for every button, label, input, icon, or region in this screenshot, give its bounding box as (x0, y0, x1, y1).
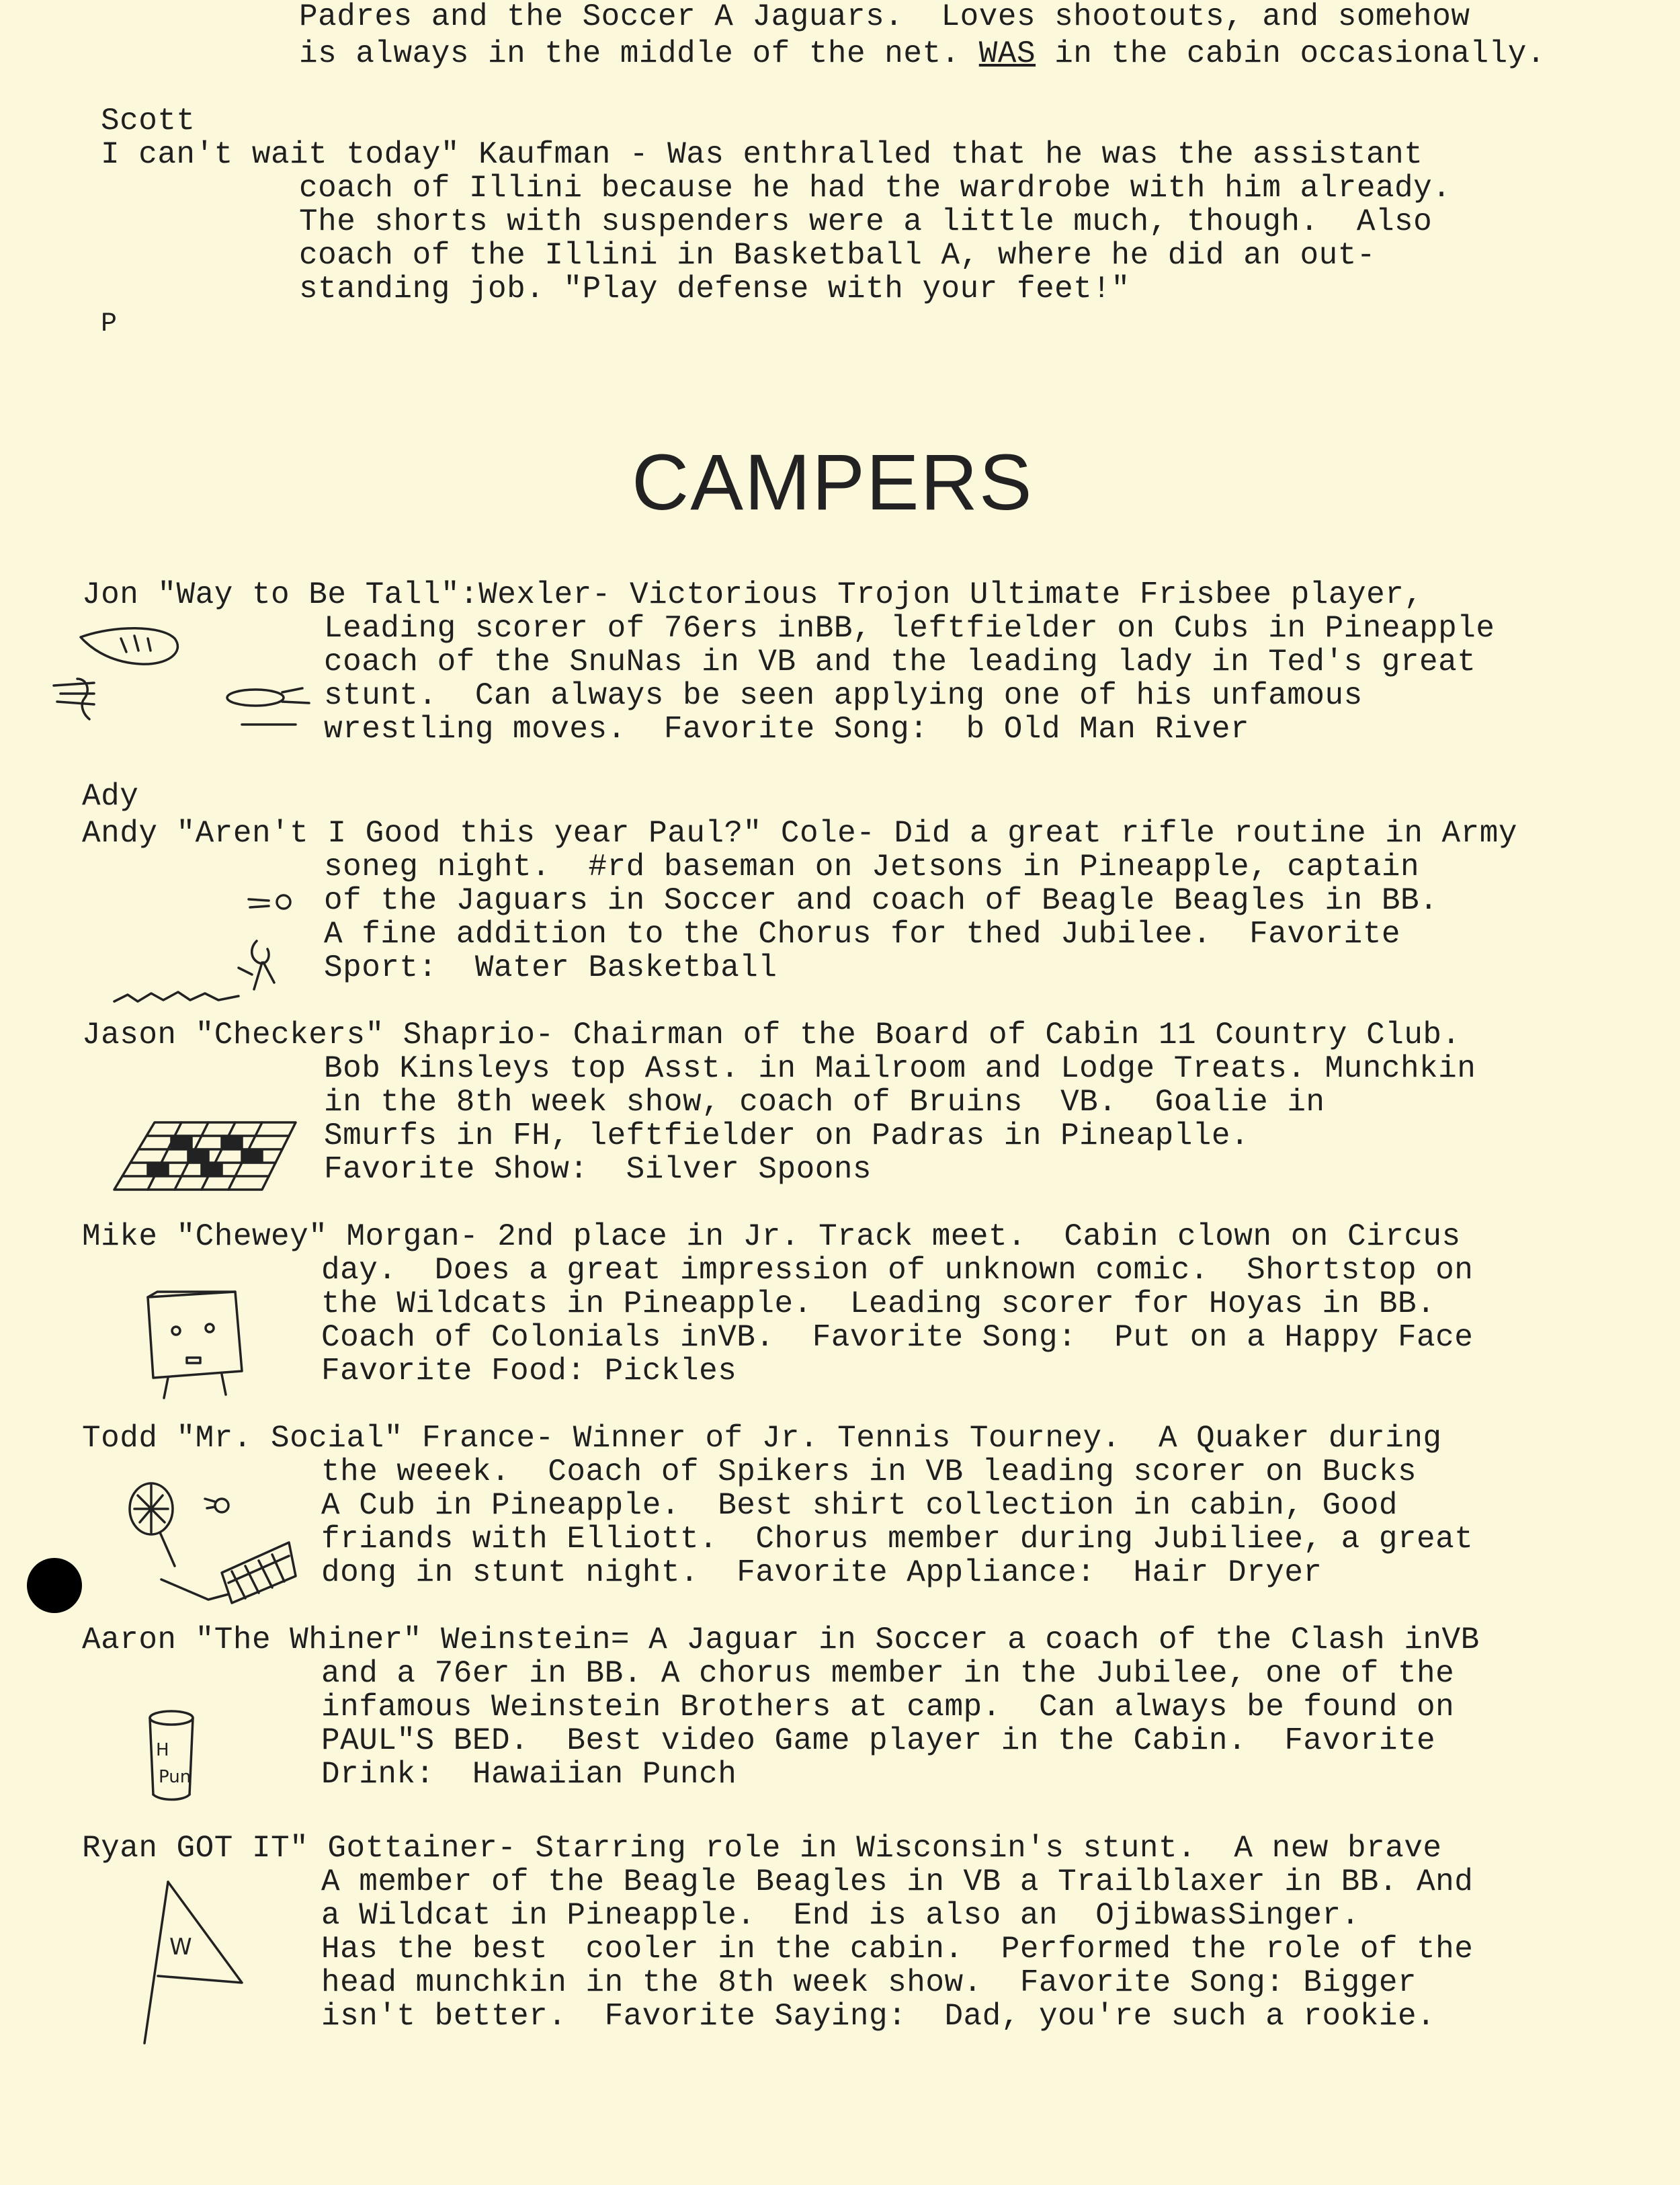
mike-line-2: day. Does a great impression of unknown comic. Shortstop on (321, 1253, 1474, 1288)
ryan-line-1: Ryan GOT IT" Gottainer- Starring role in Wisconsin's stunt. A new brave (82, 1831, 1442, 1866)
top-line-2-underlined: WAS (978, 36, 1036, 71)
scott-stray-mark: P (101, 309, 118, 339)
andy-pre-label: Ady (82, 779, 139, 814)
scott-line-1: I can't wait today" Kaufman - Was enthralled that he was the assistant (101, 137, 1423, 172)
jason-line-4: Smurfs in FH, leftfielder on Padras in Pineaplle. (324, 1118, 1250, 1153)
scott-line-5: standing job. "Play defense with your feet!" (299, 272, 1130, 306)
jon-line-4: stunt. Can always be seen applying one of his unfamous (324, 678, 1363, 713)
jason-line-5: Favorite Show: Silver Spoons (324, 1152, 872, 1187)
aaron-can-label-bottom: Pun (159, 1767, 192, 1787)
top-line-2 (299, 37, 1546, 71)
aaron-line-2: and a 76er in BB. A chorus member in the Jubilee, one of the (321, 1656, 1455, 1691)
todd-line-3: A Cub in Pineapple. Best shirt collection in cabin, Good (321, 1488, 1398, 1523)
ryan-line-5: head munchkin in the 8th week show. Favorite Song: Bigger (321, 1965, 1417, 2000)
ryan-line-2: A member of the Beagle Beagles in VB a Trailblaxer in BB. And (321, 1864, 1474, 1899)
aaron-line-5: Drink: Hawaiian Punch (321, 1757, 737, 1792)
campers-heading: CAMPERS (632, 438, 1034, 527)
binder-hole (27, 1558, 82, 1613)
jason-line-3: in the 8th week show, coach of Bruins VB. Goalie in (324, 1085, 1325, 1120)
mike-line-5: Favorite Food: Pickles (321, 1354, 737, 1389)
todd-tennis-doodle-icon (121, 1479, 323, 1616)
jon-line-2: Leading scorer of 76ers inBB, leftfielder on Cubs in Pineapple (324, 611, 1495, 646)
jason-line-1: Jason "Checkers" Shaprio- Chairman of the Board of Cabin 11 Country Club. (82, 1018, 1461, 1053)
aaron-punch-can-doodle-icon (141, 1707, 222, 1811)
mike-line-4: Coach of Colonials inVB. Favorite Song: Put on a Happy Face (321, 1320, 1474, 1355)
andy-line-4: A fine addition to the Chorus for thed Jubilee. Favorite (324, 917, 1400, 952)
jon-line-1: Jon "Way to Be Tall":Wexler- Victorious Trojon Ultimate Frisbee player, (82, 577, 1423, 612)
ryan-line-6: isn't better. Favorite Saying: Dad, you're such a rookie. (321, 1999, 1436, 2034)
todd-line-5: dong in stunt night. Favorite Appliance: Hair Dryer (321, 1555, 1322, 1590)
mike-line-1: Mike "Chewey" Morgan- 2nd place in Jr. Track meet. Cabin clown on Circus (82, 1219, 1461, 1254)
ryan-line-4: Has the best cooler in the cabin. Performed the role of the (321, 1932, 1474, 1967)
scott-line-4: coach of the Illini in Basketball A, where he did an out- (299, 238, 1376, 273)
todd-line-4: friands with Elliott. Chorus member during Jubiliee, a great (321, 1522, 1474, 1557)
jon-frisbee-doodle-icon (40, 618, 323, 736)
mike-paper-bag-face-doodle-icon (134, 1284, 255, 1408)
top-line-2-post: in the cabin occasionally. (1036, 36, 1546, 71)
andy-batter-doodle-icon (108, 887, 309, 1012)
aaron-line-3: infamous Weinstein Brothers at camp. Can always be found on (321, 1690, 1455, 1725)
scott-line-2: coach of Illini because he had the wardrobe with him already. (299, 171, 1452, 206)
aaron-line-4: PAUL"S BED. Best video Game player in the Cabin. Favorite (321, 1723, 1436, 1758)
aaron-can-label-top: H (156, 1740, 169, 1760)
jason-line-2: Bob Kinsleys top Asst. in Mailroom and Lodge Treats. Munchkin (324, 1051, 1476, 1086)
ryan-pennant-doodle-icon (128, 1875, 249, 2053)
top-line-2-pre: is always in the middle of the net. (299, 36, 979, 71)
jason-checkerboard-doodle-icon (108, 1109, 309, 1206)
jon-line-3: coach of the SnuNas in VB and the leading lady in Ted's great (324, 645, 1476, 679)
aaron-line-1: Aaron "The Whiner" Weinstein= A Jaguar in Soccer a coach of the Clash inVB (82, 1622, 1480, 1657)
andy-line-2: soneg night. #rd baseman on Jetsons in Pineapple, captain (324, 850, 1420, 884)
todd-line-2: the weeek. Coach of Spikers in VB leading scorer on Bucks (321, 1454, 1417, 1489)
top-line-1: Padres and the Soccer A Jaguars. Loves shootouts, and somehow (299, 0, 1470, 34)
scott-line-3: The shorts with suspenders were a little much, though. Also (299, 204, 1433, 239)
andy-line-5: Sport: Water Basketball (324, 950, 778, 985)
ryan-line-3: a Wildcat in Pineapple. End is also an OjibwasSinger. (321, 1898, 1360, 1933)
todd-line-1: Todd "Mr. Social" France- Winner of Jr. Tennis Tourney. A Quaker during (82, 1421, 1442, 1456)
scott-name: Scott (101, 104, 196, 138)
ryan-pennant-label: W (169, 1934, 192, 1961)
andy-line-3: of the Jaguars in Soccer and coach of Beagle Beagles in BB. (324, 883, 1439, 918)
andy-line-1: Andy "Aren't I Good this year Paul?" Cole- Did a great rifle routine in Army (82, 816, 1517, 851)
jon-line-5: wrestling moves. Favorite Song: b Old Man River (324, 712, 1250, 747)
mike-line-3: the Wildcats in Pineapple. Leading scorer for Hoyas in BB. (321, 1286, 1436, 1321)
